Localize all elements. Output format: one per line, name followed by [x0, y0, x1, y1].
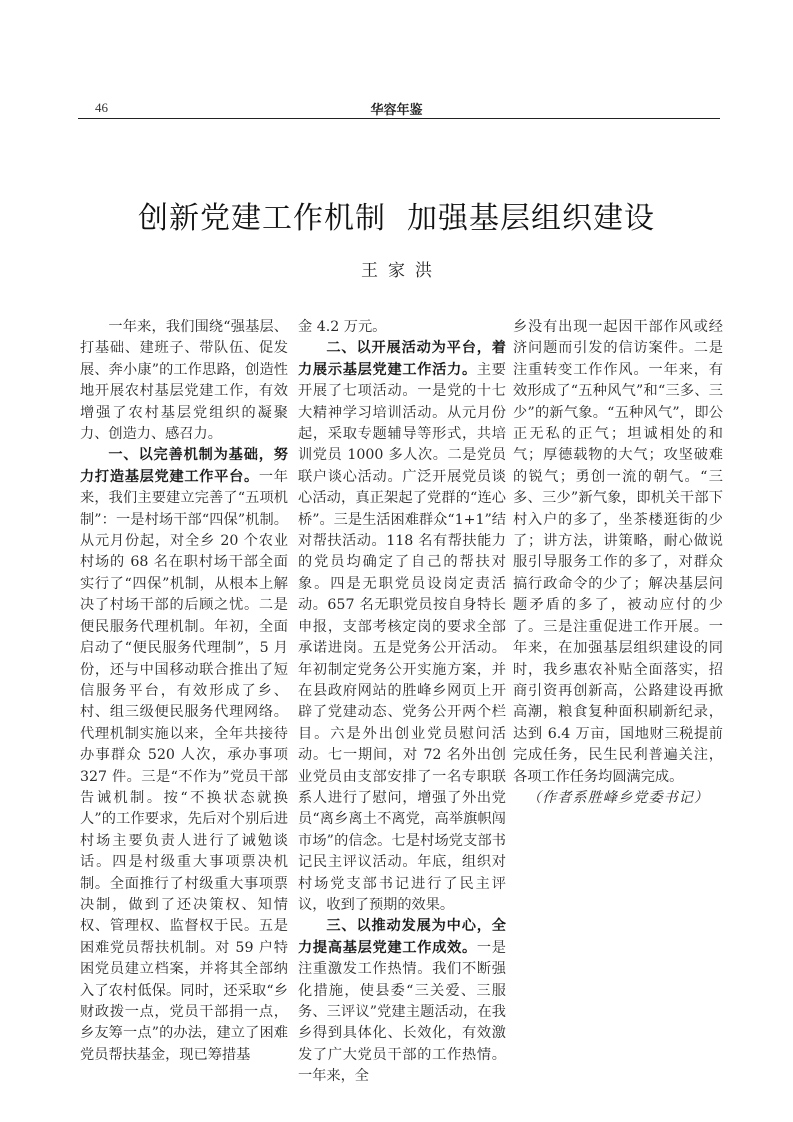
section-2-body: 主要开展了七项活动。一是党的十七大精神学习培训活动。从元月份起，采取专题辅导等形式，共培训党员 1000 多人次。二是党员联户谈心活动。广泛开展党员谈心活动，真正架起了党群的“连心桥”。三是生活困难群众“1+1”结对帮扶活动。118 名有帮扶能力的党员均确定了自己的帮扶对象。四是无职党员设岗定责活动。657 名无职党员按自身特长申报，支部考核定岗的要求全部承诺进岗。五是党务公开活动。年初制定党务公开实施方案，并在县政府网站的胜峰乡网页上开辟了党建动态、党务公开两个栏目。六是外出创业党员慰问活动。七一期间，对 72 名外出创业党员由支部安排了一名专职联系人进行了慰问，增强了外出党员“离乡离土不离党，高举旗帜闯市场”的信念。七是村场党支部书记民主评议活动。年底，组织对村场党支部书记进行了民主评议，收到了预期的效果。 — [298, 361, 506, 913]
section-1-heading: 一、以完善机制为基础，努力打造基层党建工作平台。 — [80, 447, 288, 485]
paragraph-section-3 — [298, 916, 506, 1087]
section-3-tail: 乡没有出现一起因干部作风或经济问题而引发的信访案件。二是注重转变工作作风。一年来，有效形成了“五种风气”和“三多、三少”的新气象。“五种风气”，即公正无私的正气；坦诚相处的和气；厚德载物的大气；攻坚破难的锐气；勇创一流的朝气。“三多、三少”新气象，即机关干部下村入户的多了，坐茶楼逛街的少了；讲方法，讲策略，耐心做说服引导服务工作的多了，对群众搞行政命令的少了；解决基层问题矛盾的多了，被动应付的少了。三是注重促进工作开展。一年来，在加强基层组织建设的同时，我乡惠农补贴全面落实，招商引资再创新高，公路建设再掀高潮，粮食复种面积刷新纪录，达到 6.4 万亩，国地财三税提前完成任务，民生民利普遍关注，各项工作任务均圆满完成。 — [513, 319, 723, 785]
paragraph-intro: 一年来，我们围绕“强基层、打基础、建班子、带队伍、促发展、奔小康”的工作思路，创造性地开展农村基层党建工作，有效增强了农村基层党组织的凝聚力、创造力、感召力。 — [80, 319, 288, 443]
section-3-heading: 三、以推动发展为中心，全力提高基层党建工作成效。 — [298, 918, 506, 956]
page-number: 46 — [95, 100, 108, 115]
column-1 — [80, 317, 288, 1066]
section-1-body: 一年来，我们主要建立完善了“五项机制”：一是村场干部“四保”机制。从元月份起，对全乡 20 个农业村场的 68 名在职村场干部全面实行了“四保”机制，从根本上解决了村场干部的后顾之忧。二是便民服务代理机制。年初，全面启动了“便民服务代理制”，5 月份，还与中国移动联合推出了短信服务平台，有效形成了乡、村、组三级便民服务代理网络。代理机制实施以来，全年共接待办事群众 520 人次，承办事项 327 件。三是“不作为”党员干部告诫机制。按“不换状态就换人”的工作要求，先后对个别后进村场主要负责人进行了诫勉谈话。四是村级重大事项票决机制。全面推行了村级重大事项票决制，做到了还决策权、知情权、管理权、监督权于民。五是困难党员帮扶机制。对 59 户特困党员建立档案，并将其全部纳入了农村低保。同时，还采取“乡财政拨一点，党员干部捐一点，乡友筹一点”的办法，建立了困难党员帮扶基金，现已筹措基 — [80, 468, 288, 1063]
section-3-body: 一是注重激发工作热情。我们不断强化措施，使县委“三关爱、三服务、三评议”党建主题活动，在我乡得到具体化、长效化，有效激发了广大党员干部的工作热情。一年来，全 — [298, 939, 506, 1085]
header-rule — [78, 118, 720, 119]
section-2-heading: 二、以开展活动为平台，着力展示基层党建工作活力。 — [298, 340, 506, 378]
article-author: 王家洪 — [361, 261, 442, 281]
column-2 — [298, 317, 506, 1088]
section-1-tail: 金 4.2 万元。 — [298, 319, 387, 335]
running-title: 华容年鉴 — [370, 103, 423, 118]
article-title: 创新党建工作机制 加强基层组织建设 — [137, 201, 656, 236]
author-signature: （作者系胜峰乡党委书记） — [526, 789, 710, 806]
paragraph-section-2 — [298, 338, 506, 916]
paragraph-section-1 — [80, 445, 288, 1066]
column-3 — [513, 317, 723, 809]
